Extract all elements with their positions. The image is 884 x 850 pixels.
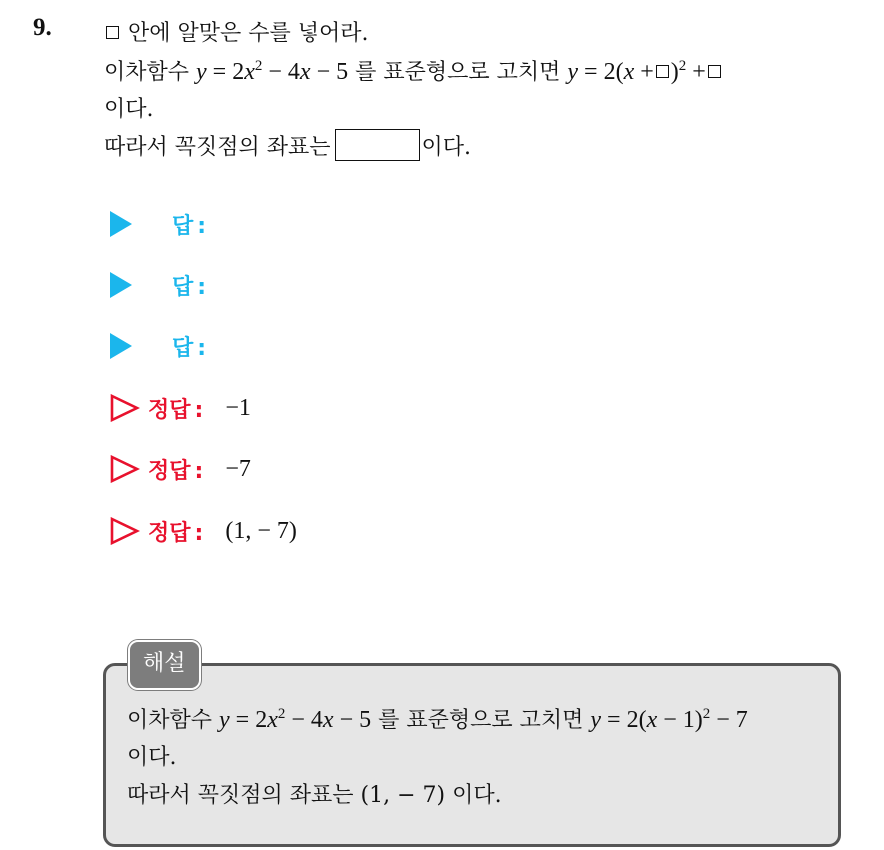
correct-label: 정답 : (148, 520, 204, 546)
correct-answer-row (110, 514, 297, 548)
question-number: 9. (33, 14, 52, 41)
equation-standard: $y = 2x^2 - 4x - 5$ (196, 58, 349, 85)
explanation-line-equation: 이차함수 $y = 2x^2 - 4x - 5$ 를 표준형으로 고치면 $y = 2(x - 1)^2 - 7$ (127, 706, 748, 733)
outline-triangle-icon (110, 455, 140, 483)
instruction-text: 안에 알맞은 수를 넣어라. (128, 21, 369, 46)
correct-value: −1 (225, 394, 251, 421)
equation-vertex-form: $y = 2(x + )^2$ + (567, 59, 722, 85)
question-line-equation (104, 55, 723, 86)
outline-triangle-icon (110, 517, 140, 545)
explanation-tag: 해설 (128, 640, 201, 690)
line-text: 를 표준형으로 고치면 (355, 60, 561, 85)
filled-triangle-icon (110, 211, 132, 237)
question-instruction (104, 16, 369, 47)
empty-square-icon (656, 65, 669, 78)
correct-label: 정답 : (148, 458, 204, 484)
correct-answer-row (110, 391, 251, 425)
explanation-line-2: 이다. (127, 745, 177, 770)
filled-triangle-icon (110, 333, 132, 359)
answer-label: 답 : (172, 335, 207, 361)
explanation-line-3: 따라서 꼭짓점의 좌표는 (1, − 7) 이다. (127, 783, 502, 808)
correct-label: 정답 : (148, 397, 204, 423)
answer-label: 답 : (172, 274, 207, 300)
answer-blank-box (335, 129, 420, 161)
question-line-4: 따라서 꼭짓점의 좌표는 이다. (104, 129, 471, 161)
line-prefix: 이차함수 (104, 60, 190, 85)
correct-answer-row (110, 452, 251, 486)
empty-square-icon (106, 26, 119, 39)
answer-row[interactable] (110, 329, 206, 363)
explanation-box (103, 663, 841, 847)
explanation-equation-standard: $y = 2x^2 - 4x - 5$ (219, 706, 372, 733)
answer-row[interactable] (110, 268, 206, 302)
correct-value: −7 (225, 455, 251, 482)
correct-value: (1, − 7) (225, 517, 297, 544)
empty-square-icon (708, 65, 721, 78)
question-line-3: 이다. (104, 97, 154, 122)
answer-row[interactable] (110, 207, 206, 241)
answer-label: 답 : (172, 213, 207, 239)
explanation-equation-vertex: $y = 2(x - 1)^2 - 7$ (590, 706, 748, 733)
outline-triangle-icon (110, 394, 140, 422)
filled-triangle-icon (110, 272, 132, 298)
